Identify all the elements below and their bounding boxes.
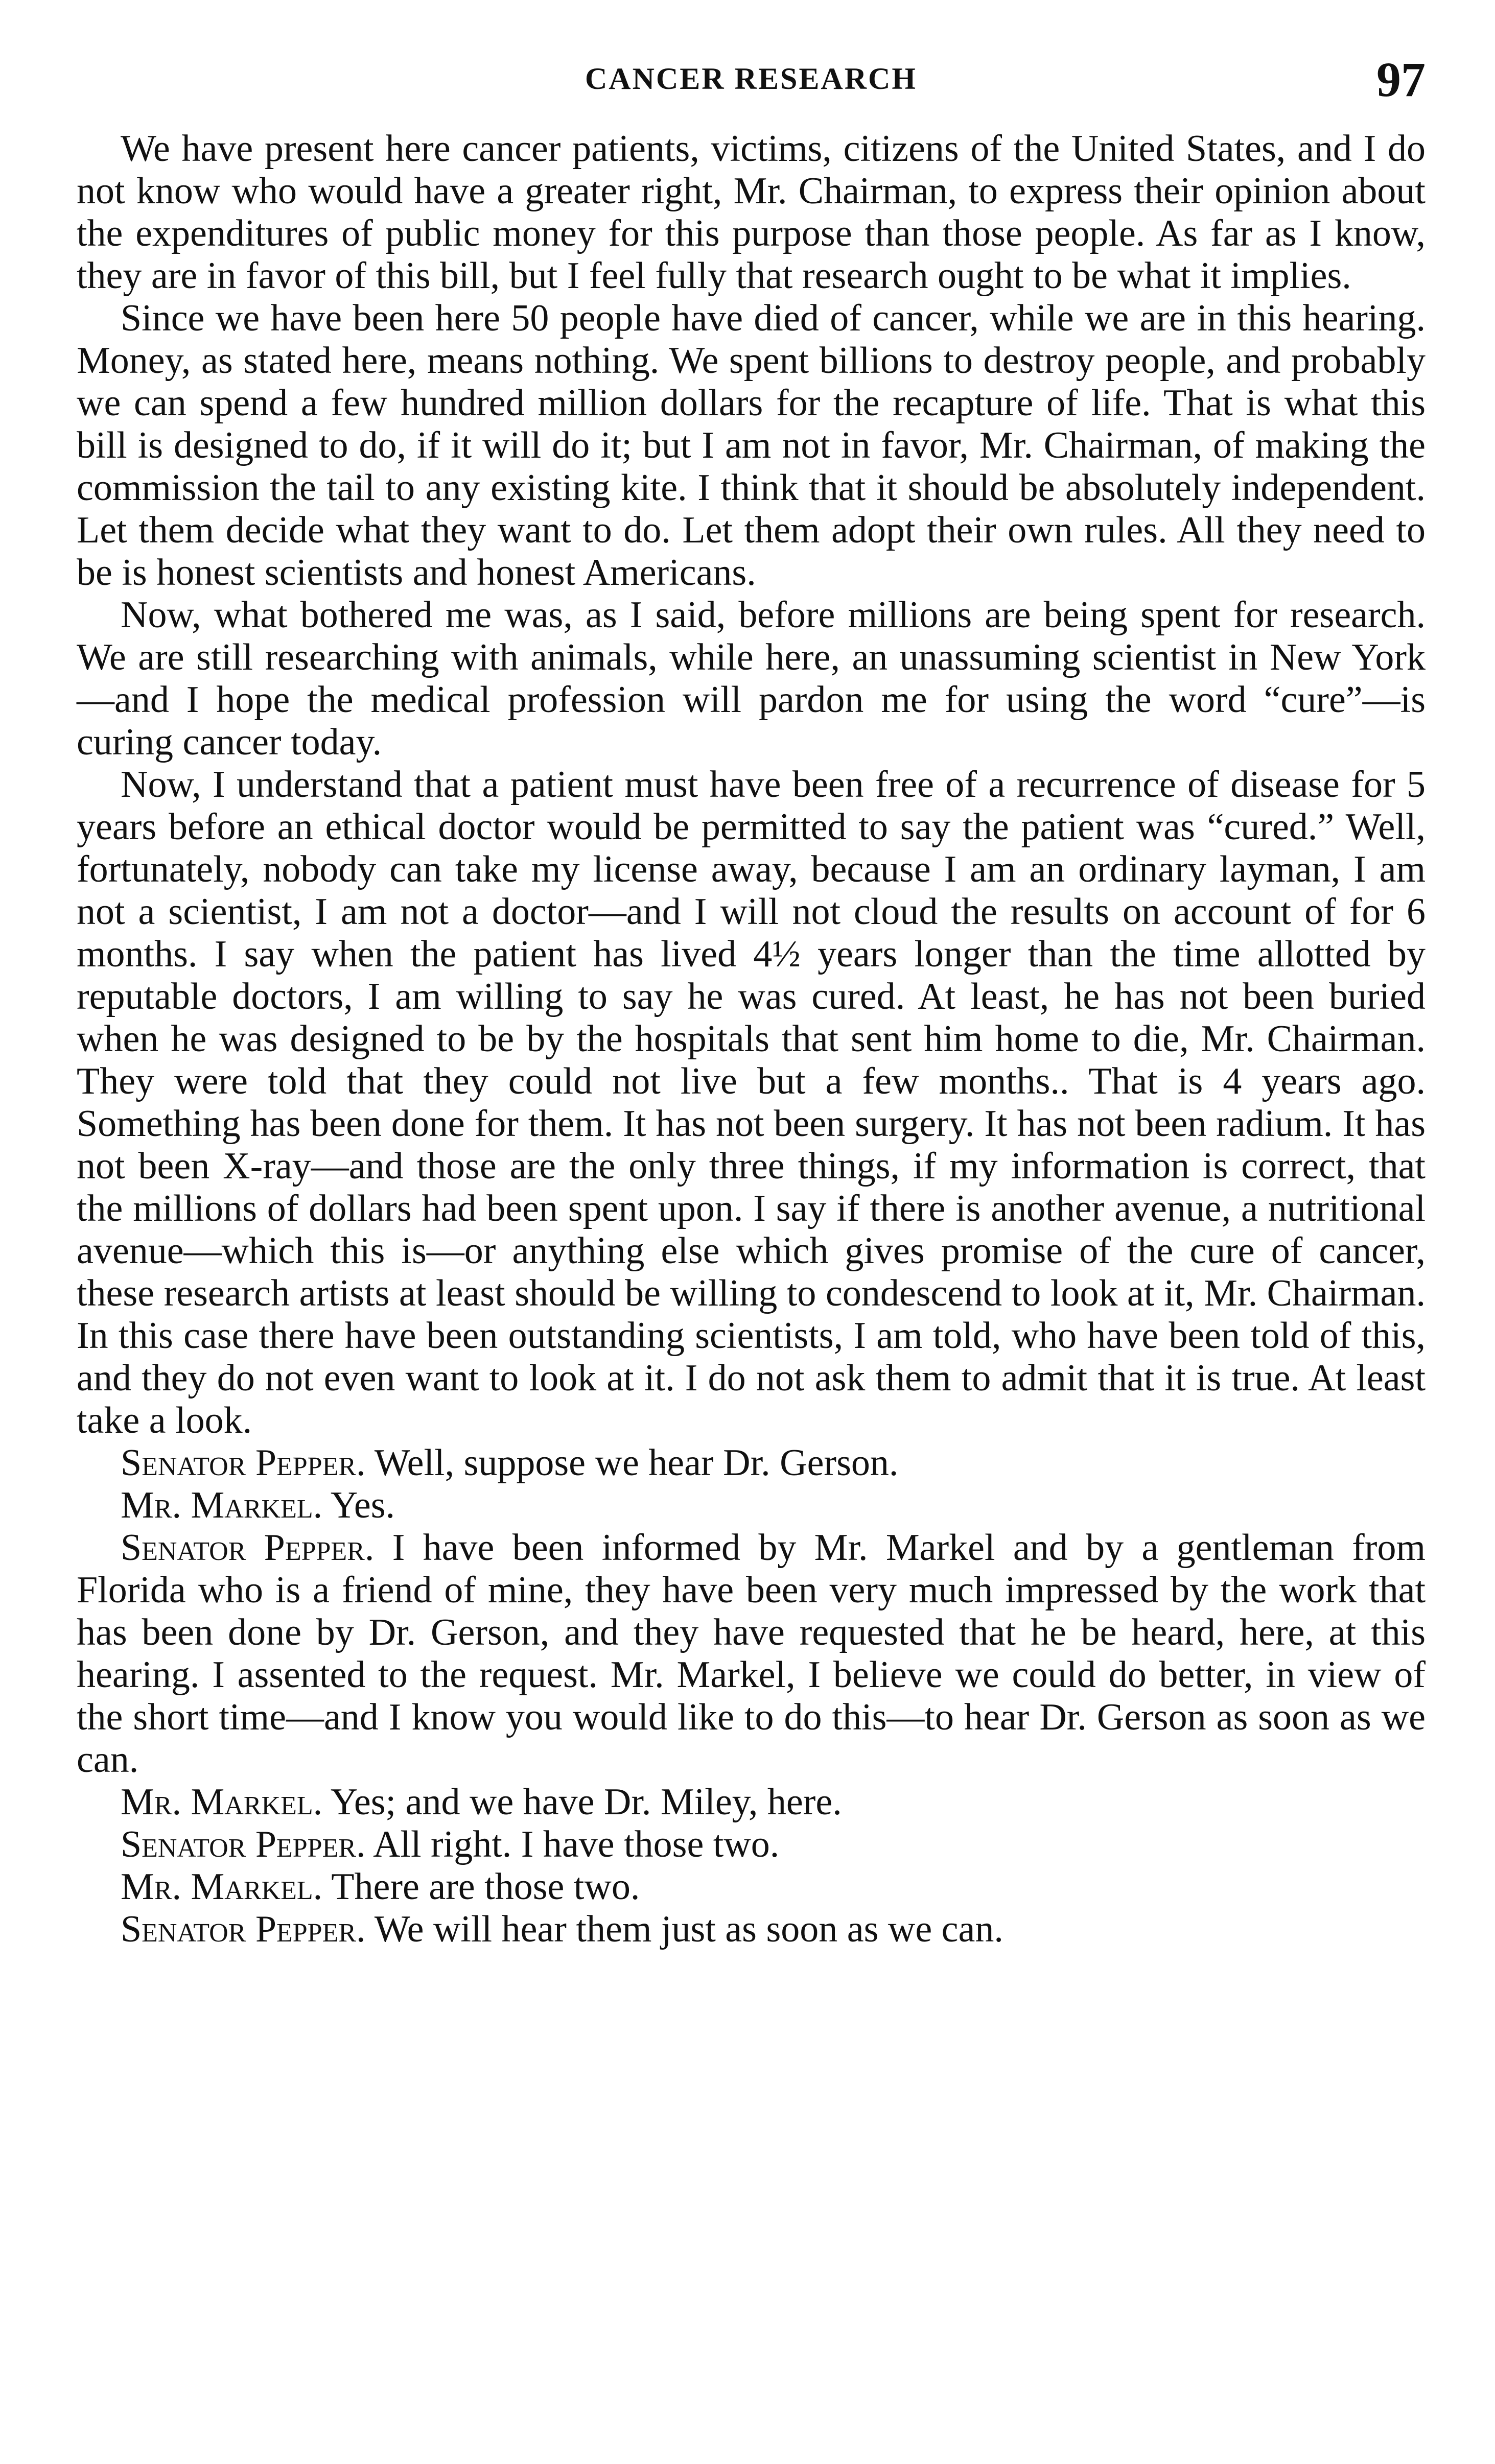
paragraph <box>77 764 1426 1442</box>
dialogue-line <box>77 1527 1426 1781</box>
paragraph-text: We have present here cancer patients, victims, citizens of the United States, and I do not know who would have a greater right, Mr. Chairman, to express their opinion about the expenditures of public money for this purpose than those people. As far as I know, they are in favor of this bill, but I feel fully that research ought to be what it implies. <box>77 128 1426 297</box>
dialogue-line <box>77 1484 1426 1527</box>
speaker-name: Senator Pepper. <box>121 1442 366 1484</box>
dialogue-text: Yes; and we have Dr. Miley, here. <box>330 1781 842 1823</box>
dialogue-line <box>77 1908 1426 1951</box>
dialogue-text: There are those two. <box>331 1866 640 1908</box>
body-text <box>77 128 1426 1951</box>
document-page <box>77 51 1426 1951</box>
dialogue-line <box>77 1781 1426 1823</box>
paragraph-text: Since we have been here 50 people have died of cancer, while we are in this hearing. Money, as stated here, means nothing. We spent billions to destroy people, and probably we can spend a few hundred million dollars for the recapture of life. That is what this bill is designed to do, if it will do it; but I am not in favor, Mr. Chairman, of making the commission the tail to any existing kite. I think that it should be absolutely independent. Let them decide what they want to do. Let them adopt their own rules. All they need to be is honest scientists and honest Americans. <box>77 297 1426 594</box>
speaker-name: Mr. Markel. <box>121 1484 323 1526</box>
paragraph <box>77 128 1426 297</box>
paragraph <box>77 297 1426 594</box>
dialogue-line <box>77 1442 1426 1484</box>
dialogue-text: All right. I have those two. <box>372 1823 780 1865</box>
speaker-name: Senator Pepper. <box>121 1527 375 1569</box>
dialogue-text: Well, suppose we hear Dr. Gerson. <box>374 1442 899 1484</box>
dialogue-text: Yes. <box>330 1484 395 1526</box>
speaker-name: Mr. Markel. <box>121 1866 323 1908</box>
dialogue-line <box>77 1866 1426 1908</box>
paragraph <box>77 594 1426 764</box>
page-number: 97 <box>1376 52 1426 107</box>
speaker-name: Senator Pepper. <box>121 1908 366 1950</box>
paragraph-text: Now, I understand that a patient must have been free of a recurrence of disease for 5 years before an ethical doctor would be permitted to say the patient was “cured.” Well, fortunately, nobody can take my license away, because I am an ordinary layman, I am not a scientist, I am not a doctor—and I will not cloud the results on account of for 6 months. I say when the patient has lived 4½ years longer than the time allotted by reputable doctors, I am willing to say he was cured. At least, he has not been buried when he was designed to be by the hospitals that sent him home to die, Mr. Chairman. They were told that they could not live but a few months.. That is 4 years ago. Something has been done for them. It has not been surgery. It has not been radium. It has not been X-ray—and those are the only three things, if my information is correct, that the millions of dollars had been spent upon. I say if there is another avenue, a nutritional avenue—which this is—or anything else which gives promise of the cure of cancer, these research artists at least should be willing to condescend to look at it, Mr. Chairman. In this case there have been outstanding scientists, I am told, who have been told of this, and they do not even want to look at it. I do not ask them to admit that it is true. At least take a look. <box>77 764 1426 1441</box>
running-title: CANCER RESEARCH <box>585 62 918 96</box>
dialogue-line <box>77 1823 1426 1866</box>
speaker-name: Senator Pepper. <box>121 1823 366 1865</box>
dialogue-text: We will hear them just as soon as we can. <box>374 1908 1003 1950</box>
running-header <box>77 51 1426 128</box>
paragraph-text: Now, what bothered me was, as I said, before millions are being spent for research. We are still researching with animals, while here, an unassuming scientist in New York—and I hope the medical profession will pardon me for using the word “cure”—is curing cancer today. <box>77 594 1426 763</box>
speaker-name: Mr. Markel. <box>121 1781 323 1823</box>
dialogue-text: I have been informed by Mr. Markel and by a gentleman from Florida who is a friend of mine, they have been very much impressed by the work that has been done by Dr. Gerson, and they have requested that he be heard, here, at this hearing. I assented to the request. Mr. Markel, I believe we could do better, in view of the short time—and I know you would like to do this—to hear Dr. Gerson as soon as we can. <box>77 1527 1426 1781</box>
